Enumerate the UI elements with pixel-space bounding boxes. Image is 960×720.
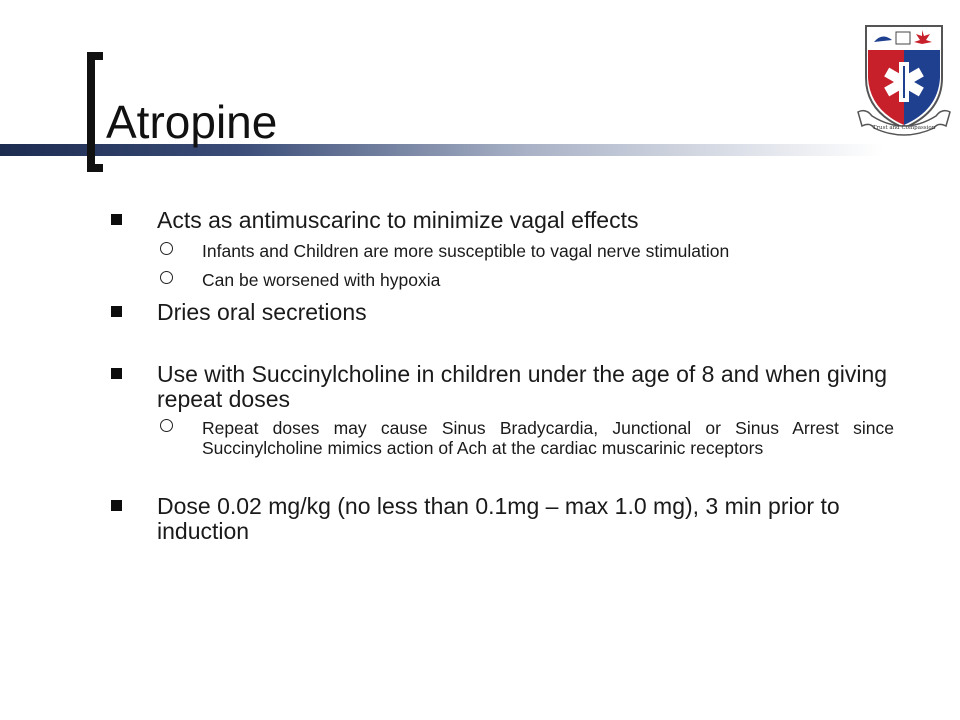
title-bracket [87,52,103,172]
sub-bullet-text: Infants and Children are more susceptible to vagal nerve stimulation [202,241,730,261]
circle-bullet-icon [160,419,173,432]
bullet-text: Use with Succinylcholine in children under the age of 8 and when giving repeat doses [157,361,888,412]
bullet-text: Acts as antimuscarinc to minimize vagal effects [157,207,639,233]
bullet-text: Dose 0.02 mg/kg (no less than 0.1mg – max 1.0 mg), 3 min prior to induction [157,493,840,544]
square-bullet-icon [111,214,122,225]
sub-bullet-1-1 [108,241,898,261]
circle-bullet-icon [160,242,173,255]
square-bullet-icon [111,306,122,317]
bullet-4 [108,494,898,544]
sub-bullet-text: Repeat doses may cause Sinus Bradycardia, Junctional or Sinus Arrest since Succinylcholine mimics action of Ach at the cardiac muscarinic receptors [202,418,894,458]
bullet-1 [108,208,898,233]
sub-bullet-3-1 [108,418,898,458]
circle-bullet-icon [160,271,173,284]
crest-logo-icon [852,16,956,140]
bullet-3 [108,362,898,412]
sub-bullet-1-2 [108,270,898,290]
square-bullet-icon [111,368,122,379]
sub-bullet-text: Can be worsened with hypoxia [202,270,441,290]
crest-motto: Trust and Compassion [872,125,936,131]
slide-body [108,208,898,544]
square-bullet-icon [111,500,122,511]
slide-title: Atropine [106,96,278,148]
bullet-text: Dries oral secretions [157,299,367,325]
bullet-2 [108,300,898,325]
